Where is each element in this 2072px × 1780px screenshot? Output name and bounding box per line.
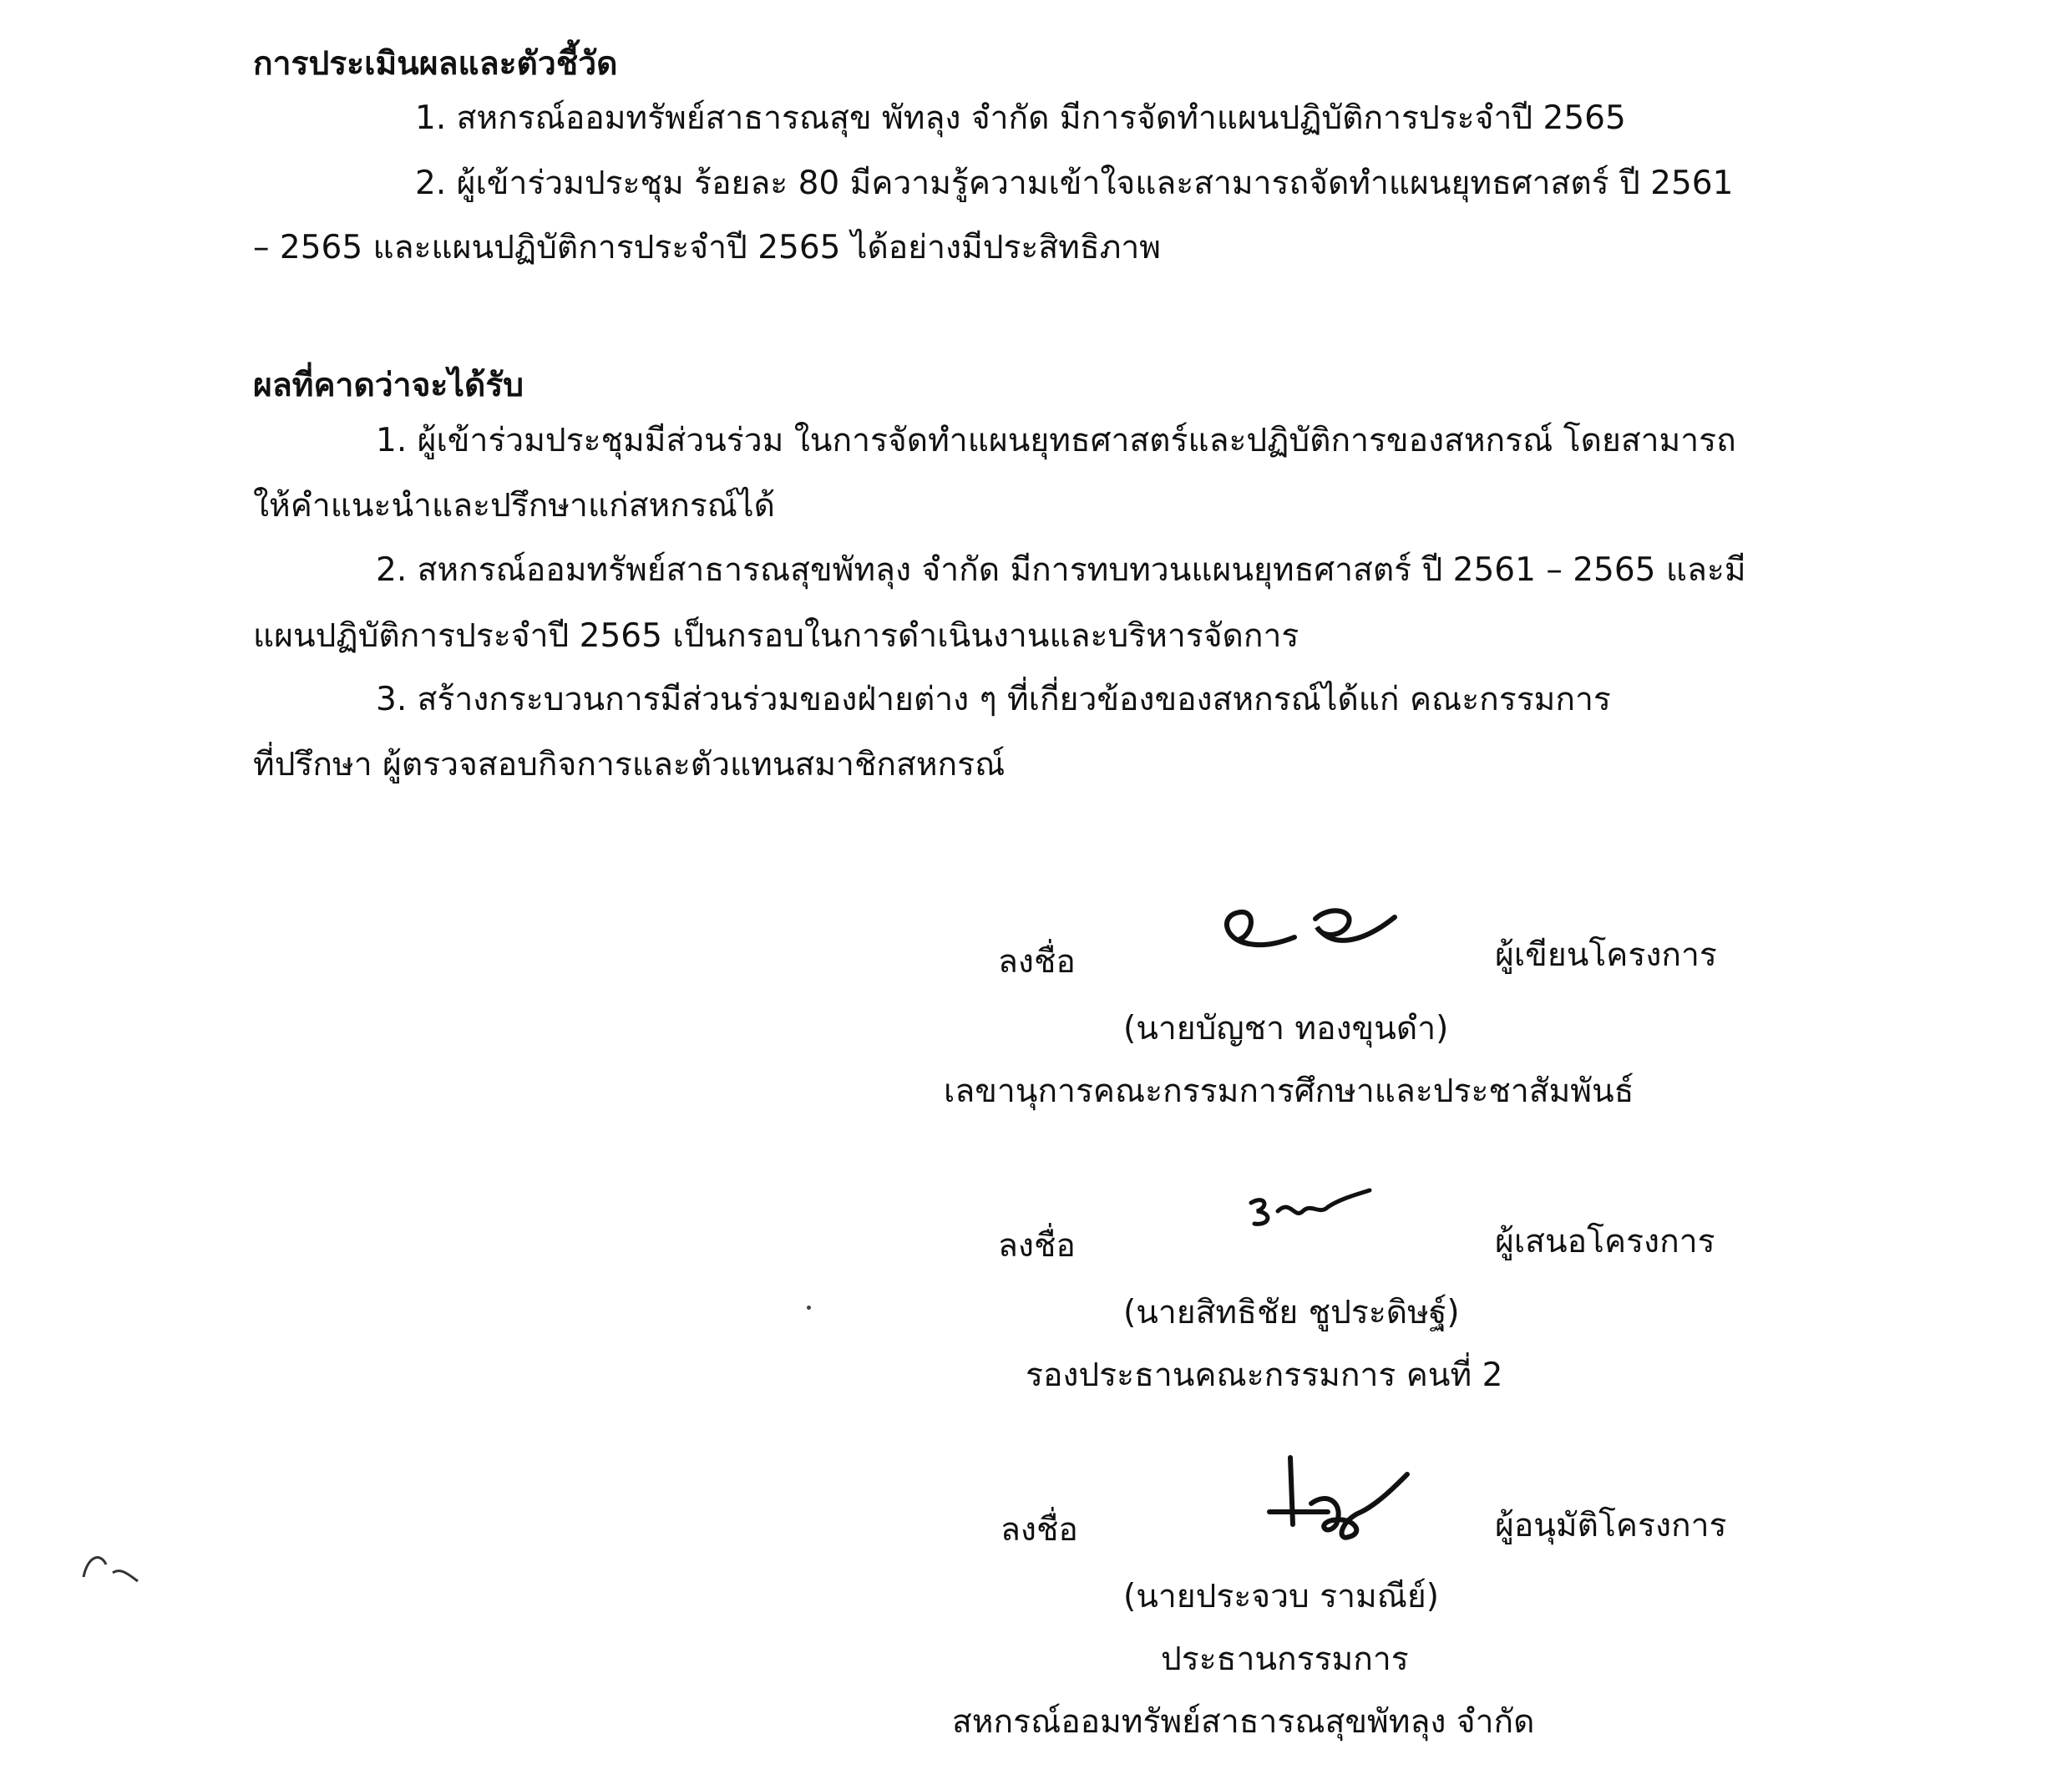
expected-item-3-line-1: 3. สร้างกระบวนการมีส่วนร่วมของฝ่ายต่าง ๆ ที่เกี่ยวข้องของสหกรณ์ได้แก่ คณะกรรมการ	[376, 681, 1611, 718]
signature-3-name: (นายประจวบ รามณีย์)	[1123, 1578, 1439, 1615]
scan-artifact	[79, 1535, 146, 1594]
signature-1-mark	[1215, 902, 1407, 969]
signature-1-role: ผู้เขียนโครงการ	[1495, 936, 1717, 974]
signature-2-role: ผู้เสนอโครงการ	[1495, 1223, 1715, 1260]
expected-item-1-line-2: ให้คำแนะนำและปรึกษาแก่สหกรณ์ได้	[253, 487, 775, 525]
expected-item-1-line-1: 1. ผู้เข้าร่วมประชุมมีส่วนร่วม ในการจัดทำแผนยุทธศาสตร์และปฏิบัติการของสหกรณ์ โดยสามารถ	[376, 422, 1736, 459]
signature-2-mark	[1244, 1186, 1378, 1253]
scan-speck	[807, 1306, 811, 1310]
expected-item-2-line-2: แผนปฏิบัติการประจำปี 2565 เป็นกรอบในการดำเนินงานและบริหารจัดการ	[253, 617, 1299, 655]
signature-3-label: ลงชื่อ	[1001, 1511, 1078, 1549]
expected-results-heading: ผลที่คาดว่าจะได้รับ	[253, 367, 524, 404]
evaluation-item-1: 1. สหกรณ์ออมทรัพย์สาธารณสุข พัทลุง จำกัด มีการจัดทำแผนปฏิบัติการประจำปี 2565	[415, 99, 1626, 137]
expected-item-3-line-2: ที่ปรึกษา ผู้ตรวจสอบกิจการและตัวแทนสมาชิกสหกรณ์	[253, 746, 1006, 784]
expected-item-2-line-1: 2. สหกรณ์ออมทรัพย์สาธารณสุขพัทลุง จำกัด มีการทบทวนแผนยุทธศาสตร์ ปี 2561 – 2565 และมี	[376, 551, 1746, 589]
signature-2-label: ลงชื่อ	[998, 1227, 1076, 1265]
signature-3-role: ผู้อนุมัติโครงการ	[1495, 1507, 1727, 1544]
evaluation-heading: การประเมินผลและตัวชี้วัด	[253, 45, 618, 83]
signature-2-position: รองประธานคณะกรรมการ คนที่ 2	[1026, 1357, 1503, 1394]
signature-1-name: (นายบัญชา ทองขุนดำ)	[1123, 1010, 1449, 1047]
signature-3-mark	[1253, 1453, 1420, 1545]
evaluation-item-2-line-2: – 2565 และแผนปฏิบัติการประจำปี 2565 ได้อย่างมีประสิทธิภาพ	[253, 229, 1162, 266]
evaluation-item-2-line-1: 2. ผู้เข้าร่วมประชุม ร้อยละ 80 มีความรู้ความเข้าใจและสามารถจัดทำแผนยุทธศาสตร์ ปี 2561	[415, 165, 1734, 202]
signature-3-organization: สหกรณ์ออมทรัพย์สาธารณสุขพัทลุง จำกัด	[952, 1703, 1535, 1741]
signature-2-name: (นายสิทธิชัย ชูประดิษฐ์)	[1123, 1294, 1460, 1331]
signature-1-position: เลขานุการคณะกรรมการศึกษาและประชาสัมพันธ์	[944, 1073, 1634, 1110]
signature-1-label: ลงชื่อ	[998, 943, 1076, 981]
signature-3-position: ประธานกรรมการ	[1161, 1641, 1409, 1678]
